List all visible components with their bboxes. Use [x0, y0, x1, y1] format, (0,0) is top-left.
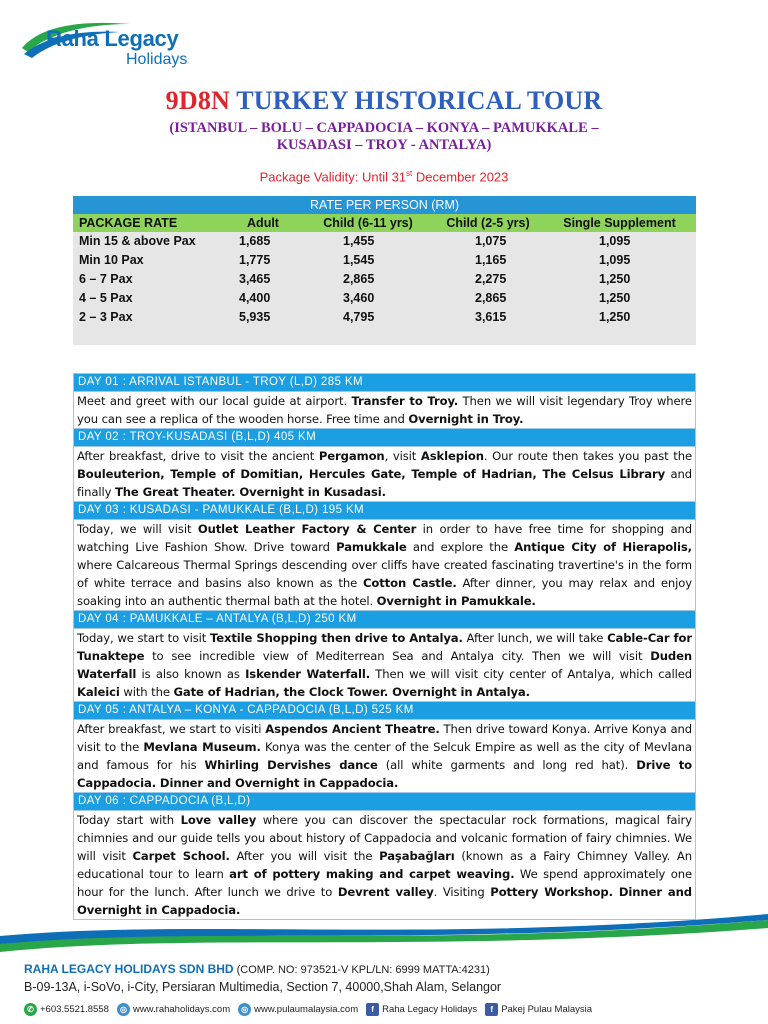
tour-duration: 9D8N — [165, 86, 230, 115]
description-text: Konya was the center of the Selcuk Empire as well as the city of Mevlana and famous for his — [77, 740, 692, 772]
highlight-text: Love valley — [180, 813, 257, 827]
rate-table-body — [73, 232, 696, 327]
description-text: Meet and greet with our local guide at airport. — [77, 394, 352, 408]
contact-facebook-raha[interactable]: f Raha Legacy Holidays — [366, 1003, 477, 1016]
day-heading: DAY 02 : TROY-KUSADASI (B,L,D) 405 KM — [74, 429, 695, 447]
phone-icon: ✆ — [24, 1003, 37, 1016]
highlight-text: Textile Shopping then drive to Antalya. — [209, 631, 463, 645]
highlight-text: Aspendos Ancient Theatre. — [265, 722, 440, 736]
highlight-text: Cable-Car for Tunaktepe — [77, 631, 692, 663]
highlight-text: Iskender Waterfall. — [245, 667, 371, 681]
table-cell: 1,095 — [599, 234, 631, 248]
table-row — [73, 232, 696, 251]
description-text: After lunch, we will take — [462, 631, 608, 645]
tour-route — [0, 120, 768, 154]
column-header: PACKAGE RATE — [79, 216, 178, 230]
highlight-text: Outlet Leather Factory & Center — [197, 522, 417, 536]
facebook-icon: f — [366, 1003, 379, 1016]
company-registration: (COMP. NO: 973521-V KPL/LN: 6999 MATTA:4231) — [233, 964, 490, 976]
table-cell: 5,935 — [239, 310, 271, 324]
table-cell: 3,460 — [343, 291, 375, 305]
description-text: Today, we start to visit — [77, 631, 210, 645]
day-description — [74, 811, 695, 920]
facebook-icon: f — [485, 1003, 498, 1016]
highlight-text: Asklepion — [420, 449, 484, 463]
day-description — [74, 392, 695, 429]
table-row — [73, 251, 696, 270]
tour-title-text: TURKEY HISTORICAL TOUR — [230, 86, 603, 115]
package-validity: Package Validity: Until 31st December 2023 — [259, 169, 509, 185]
highlight-text: Drive to Cappadocia. Dinner and Overnight in Cappadocia. — [77, 758, 692, 790]
table-cell: 3,465 — [239, 272, 271, 286]
table-cell: 1,455 — [343, 234, 375, 248]
description-text: in order to have free time for shopping and watching Live Fashion Show. Drive toward — [77, 522, 692, 554]
contact-phone[interactable]: ✆ +603.5521.8558 — [24, 1003, 109, 1016]
highlight-text: Pamukkale — [336, 540, 407, 554]
description-text: (all white garments and long red hat). — [377, 758, 637, 772]
table-cell: 1,165 — [475, 253, 507, 267]
row-label: 2 – 3 Pax — [79, 310, 133, 324]
description-text: where you can discover the spectacular rock formations, magical fairy chimnies and our guide tells you about history of Cappadocia and volcanic formation of fairy chimnies. We will visit — [77, 813, 692, 863]
day-heading: DAY 01 : ARRIVAL ISTANBUL - TROY (L,D) 285 KM — [74, 374, 695, 392]
company-logo — [20, 18, 210, 70]
highlight-text: Kaleici — [77, 685, 120, 699]
description-text: Then we will visit legendary Troy where you can see a replica of the wooden horse. Free time and — [77, 394, 692, 426]
rate-table — [73, 196, 696, 345]
footer-wave-decoration — [0, 914, 768, 952]
day-description — [74, 447, 695, 502]
description-text: (known as a Fairy Chimney Valley. An educational tour to learn — [77, 849, 692, 881]
description-text: We spend approximately one hour for the lunch. After lunch we drive to — [77, 867, 692, 899]
row-label: Min 15 & above Pax — [79, 234, 196, 248]
row-label: 4 – 5 Pax — [79, 291, 133, 305]
column-header: Adult — [247, 216, 279, 230]
contact-website-rahaholidays[interactable]: ◎ www.rahaholidays.com — [117, 1003, 230, 1016]
table-cell: 1,250 — [599, 272, 631, 286]
table-cell: 2,865 — [475, 291, 507, 305]
row-label: Min 10 Pax — [79, 253, 144, 267]
day-heading: DAY 04 : PAMUKKALE – ANTALYA (B,L,D) 250 KM — [74, 611, 695, 629]
column-header: Child (6-11 yrs) — [323, 216, 413, 230]
company-address: B-09-13A, i-SoVo, i-City, Persiaran Multimedia, Section 7, 40000,Shah Alam, Selangor — [24, 980, 502, 994]
contact-facebook-pakej[interactable]: f Pakej Pulau Malaysia — [485, 1003, 592, 1016]
highlight-text: Cotton Castle. — [362, 576, 457, 590]
table-cell: 1,095 — [599, 253, 631, 267]
description-text: with the — [119, 685, 174, 699]
table-cell: 1,075 — [475, 234, 507, 248]
globe-icon: ◎ — [238, 1003, 251, 1016]
description-text: , visit — [384, 449, 421, 463]
logo-text-holidays: Holidays — [126, 51, 188, 68]
rate-table-column-headers — [73, 214, 696, 232]
description-text: to see incredible view of Mediterrean Sea and Antalya city. Then we will visit — [144, 649, 651, 663]
column-header: Single Supplement — [563, 216, 676, 230]
highlight-text: art of pottery making and carpet weaving. — [229, 867, 515, 881]
table-cell: 2,865 — [343, 272, 375, 286]
table-cell: 3,615 — [475, 310, 507, 324]
tour-route-line-2: KUSADASI – TROY - ANTALYA) — [276, 137, 492, 153]
day-description — [74, 520, 695, 611]
contact-website-pulaumalaysia[interactable]: ◎ www.pulaumalaysia.com — [238, 1003, 358, 1016]
company-info — [24, 962, 490, 976]
description-text: and explore the — [406, 540, 515, 554]
table-cell: 1,775 — [239, 253, 271, 267]
table-cell: 1,250 — [599, 310, 631, 324]
highlight-text: Bouleuterion, Temple of Domitian, Hercules Gate, Temple of Hadrian, The Celsus Library — [77, 467, 666, 481]
table-row — [73, 270, 696, 289]
tour-route-line-1: (ISTANBUL – BOLU – CAPPADOCIA – KONYA – PAMUKKALE – — [169, 120, 599, 136]
itinerary — [73, 373, 696, 920]
globe-icon: ◎ — [117, 1003, 130, 1016]
description-text: . Visiting — [433, 885, 491, 899]
table-row — [73, 289, 696, 308]
description-text: After breakfast, drive to visit the ancient — [77, 449, 319, 463]
highlight-text: Overnight in Pamukkale. — [376, 594, 536, 608]
highlight-text: Carpet School. — [132, 849, 230, 863]
highlight-text: Gate of Hadrian, the Clock Tower. Overnight in Antalya. — [173, 685, 530, 699]
logo-text-raha-legacy: Raha Legacy — [46, 26, 179, 51]
description-text: Today, we will visit — [77, 522, 198, 536]
contact-bar — [24, 1001, 600, 1017]
highlight-text: Paşabağları — [379, 849, 455, 863]
description-text: where Calcareous Thermal Springs descending over cliffs have created fascinating travertine's in the form of white terrace and basins also known as the — [77, 558, 692, 590]
description-text: . Our route then takes you past the — [483, 449, 692, 463]
table-cell: 2,275 — [475, 272, 507, 286]
description-text: After dinner, you may relax and enjoy soaking into an authentic thermal bath at the hotel. — [77, 576, 692, 608]
description-text: After you will visit the — [229, 849, 380, 863]
highlight-text: Pergamon — [318, 449, 385, 463]
highlight-text: Devrent valley — [337, 885, 434, 899]
rate-table-heading: RATE PER PERSON (RM) — [73, 196, 696, 214]
table-cell: 4,795 — [343, 310, 375, 324]
day-heading: DAY 03 : KUSADASI - PAMUKKALE (B,L,D) 195 KM — [74, 502, 695, 520]
rate-table-footer — [73, 327, 696, 345]
column-header: Child (2-5 yrs) — [446, 216, 530, 230]
row-label: 6 – 7 Pax — [79, 272, 133, 286]
highlight-text: Transfer to Troy. — [351, 394, 459, 408]
table-row — [73, 308, 696, 327]
highlight-text: Duden Waterfall — [77, 649, 692, 681]
description-text: is also known as — [136, 667, 246, 681]
day-description — [74, 720, 695, 793]
highlight-text: Whirling Dervishes dance — [204, 758, 378, 772]
day-heading: DAY 05 : ANTALYA – KONYA - CAPPADOCIA (B,L,D) 525 KM — [74, 702, 695, 720]
day-heading: DAY 06 : CAPPADOCIA (B,L,D) — [74, 793, 695, 811]
table-cell: 1,685 — [239, 234, 271, 248]
table-cell: 1,545 — [343, 253, 375, 267]
description-text: Then we will visit city center of Antalya, which called — [370, 667, 693, 681]
highlight-text: The Great Theater. Overnight in Kusadasi. — [114, 485, 386, 499]
highlight-text: Mevlana Museum. — [143, 740, 261, 754]
description-text: and finally — [77, 467, 692, 499]
description-text: Today start with — [77, 813, 181, 827]
tour-title — [0, 86, 768, 116]
highlight-text: Antique City of Hierapolis, — [514, 540, 692, 554]
day-description — [74, 629, 695, 702]
table-cell: 1,250 — [599, 291, 631, 305]
table-cell: 4,400 — [239, 291, 271, 305]
highlight-text: Pottery Workshop. Dinner and Overnight in Cappadocia. — [77, 885, 692, 917]
company-name: RAHA LEGACY HOLIDAYS SDN BHD — [24, 962, 234, 976]
description-text: After breakfast, we start to visiti — [77, 722, 266, 736]
description-text: Then drive toward Konya. Arrive Konya and visit to the — [77, 722, 692, 754]
highlight-text: Overnight in Troy. — [408, 412, 524, 426]
